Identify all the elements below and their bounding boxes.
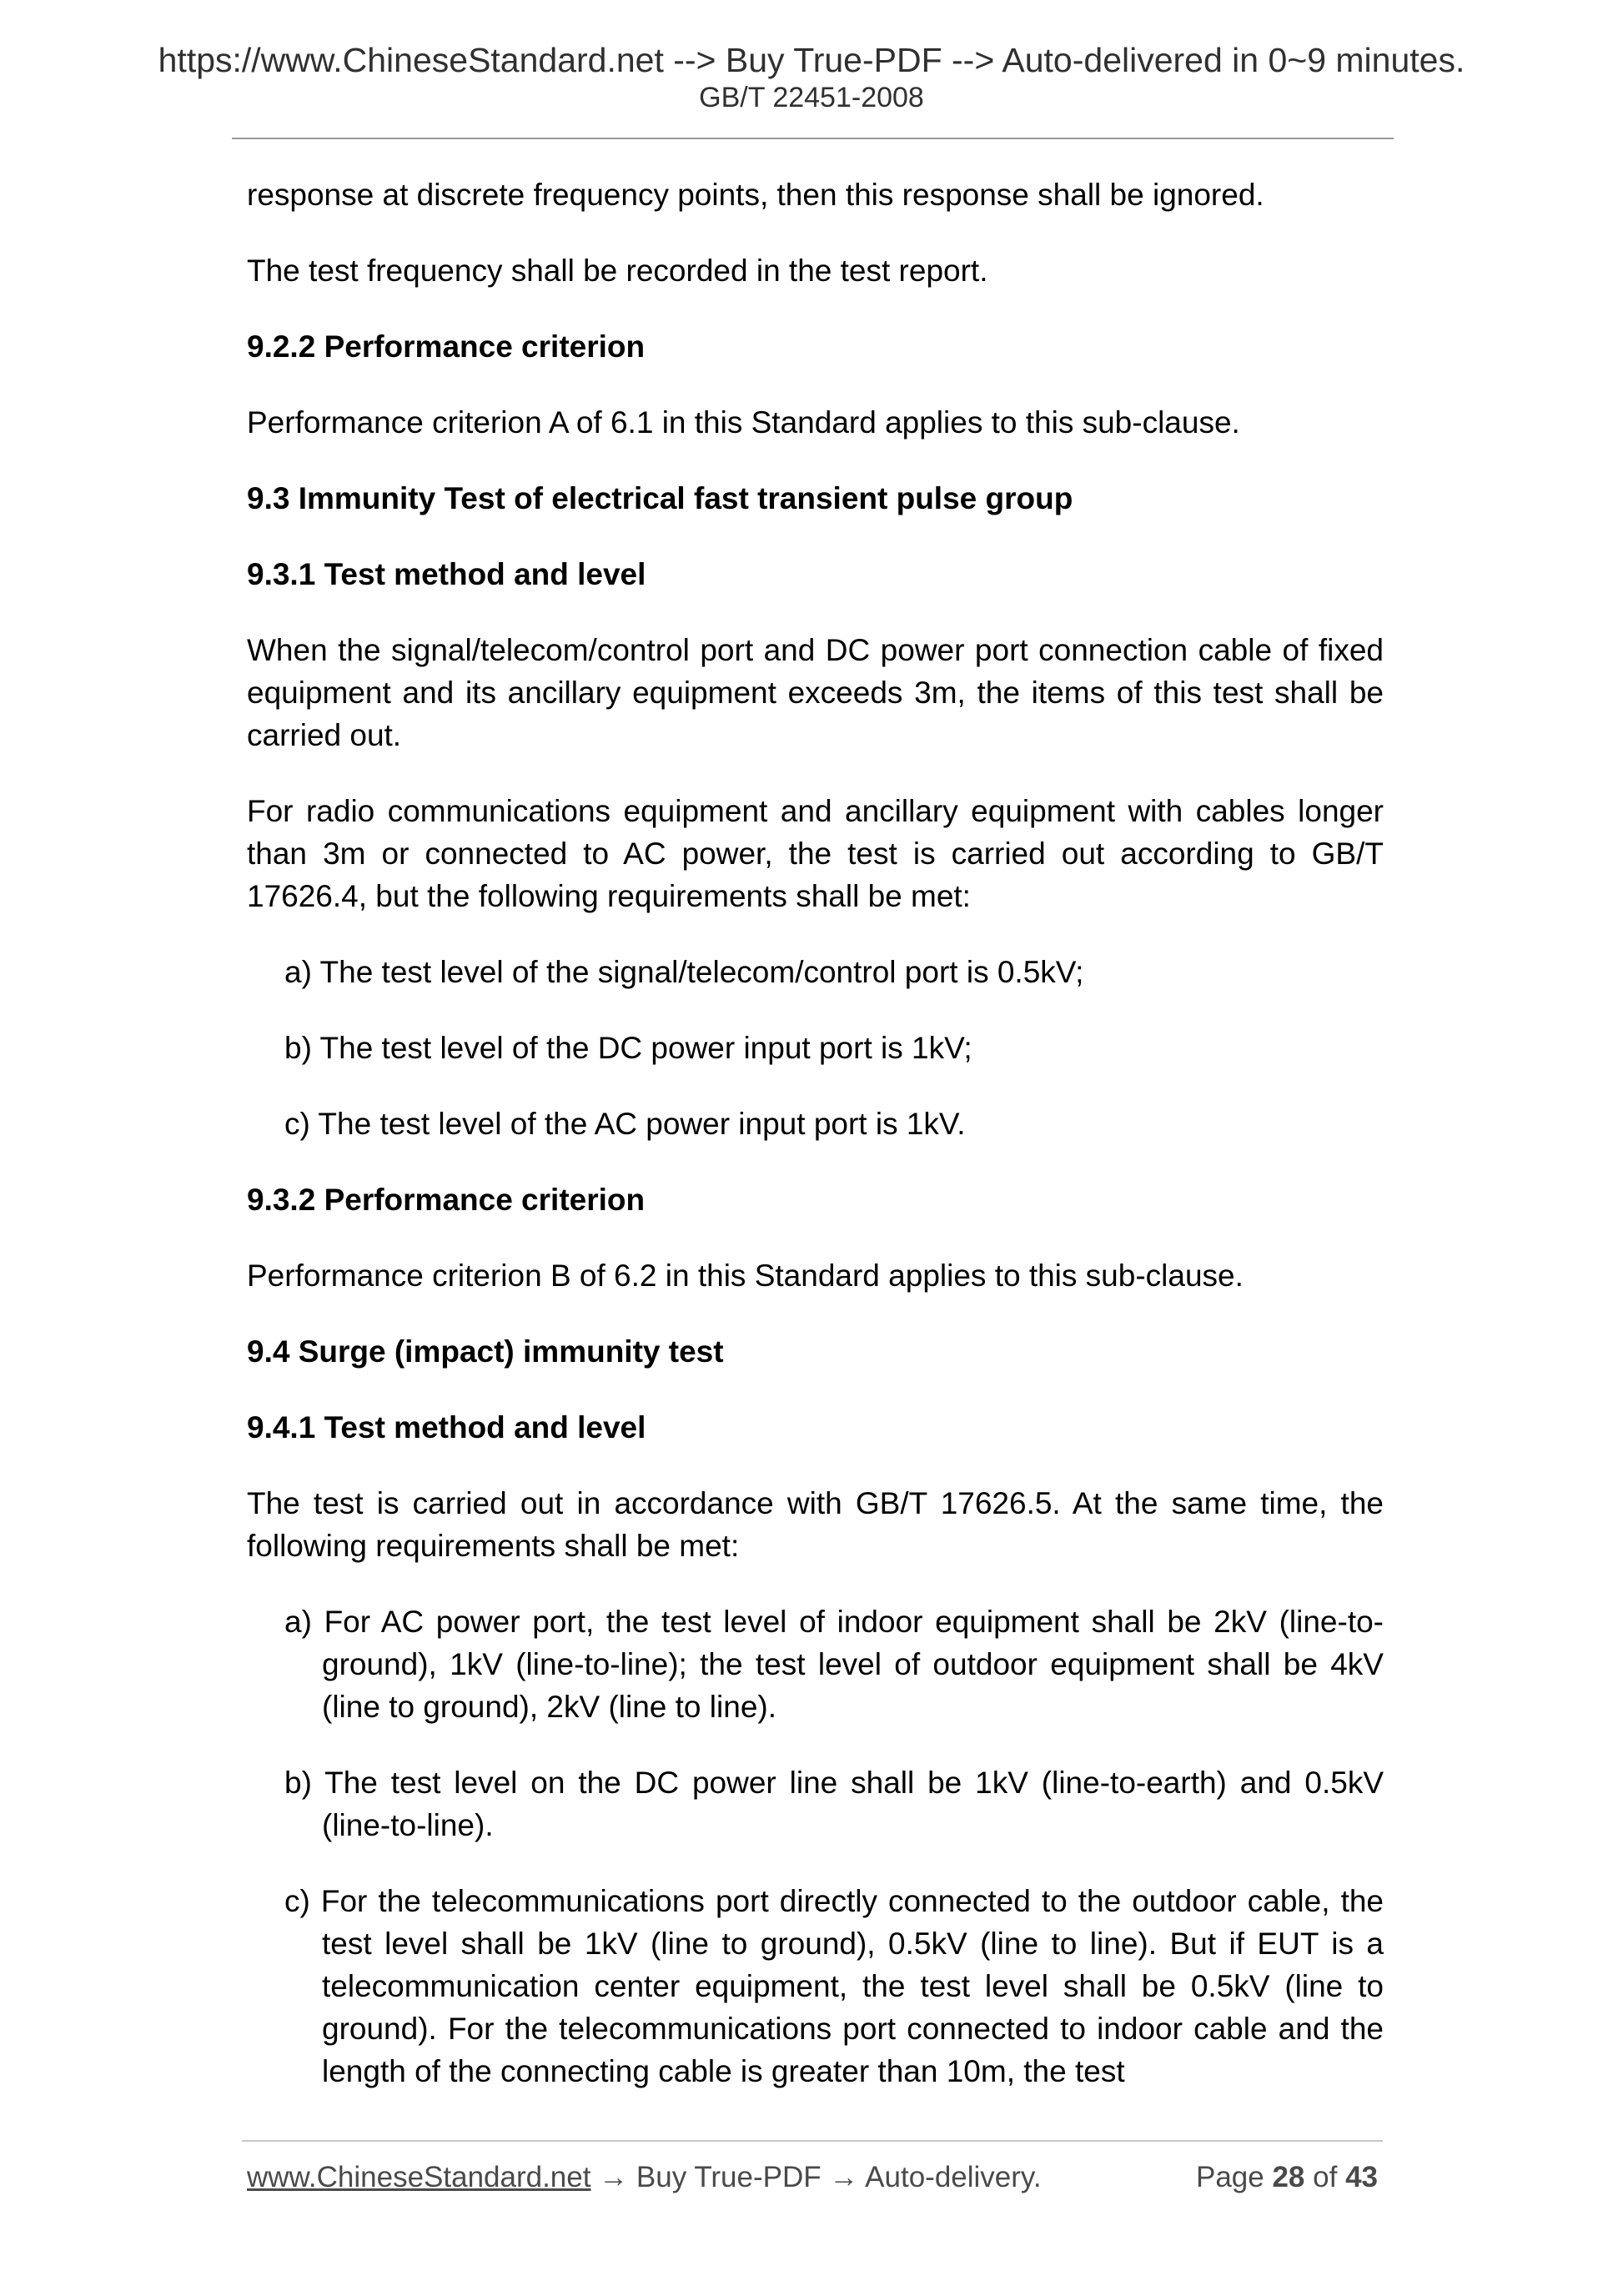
page-body [247,173,1384,2126]
list-item: b) The test level on the DC power line shall be 1kV (line-to-earth) and 0.5kV (line-to-line). [284,1766,1384,1842]
paragraph: The test frequency shall be recorded in the test report. [247,254,988,288]
standard-code: GB/T 22451-2008 [699,82,924,113]
paragraph: For radio communications equipment and ancillary equipment with cables longer than 3m or connected to AC power, the test is carried out according to GB/T 17626.4, but the following requirements shall be met: [247,794,1384,913]
footer-divider [242,2140,1383,2142]
section-heading-9-2-2: 9.2.2 Performance criterion [247,329,646,364]
footer-promo-text: → Buy True-PDF → Auto-delivery. [590,2161,1042,2193]
paragraph: The test is carried out in accordance with GB/T 17626.5. At the same time, the following requirements shall be met: [247,1486,1384,1563]
header-divider [232,138,1394,139]
list-item: c) The test level of the AC power input port is 1kV. [284,1107,966,1141]
section-heading-9-4: 9.4 Surge (impact) immunity test [247,1334,724,1369]
paragraph: Performance criterion B of 6.2 in this Standard applies to this sub-clause. [247,1259,1244,1293]
page-total: 43 [1345,2161,1378,2193]
source-url-banner: https://www.ChineseStandard.net --> Buy True-PDF --> Auto-delivered in 0~9 minutes. [158,41,1465,79]
paragraph: response at discrete frequency points, then this response shall be ignored. [247,178,1264,212]
paragraph: When the signal/telecom/control port and DC power port connection cable of fixed equipment and its ancillary equipment exceeds 3m, the items of this test shall be carried out. [247,633,1384,752]
section-heading-9-3-1: 9.3.1 Test method and level [247,557,646,591]
footer-promo [247,2163,1042,2192]
list-item: c) For the telecommunications port directly connected to the outdoor cable, the test level shall be 1kV (line to ground), 0.5kV (line to line). But if EUT is a telecommunication center equipment, the test level shall be 0.5kV (line to ground). For the telecommunications port connected to indoor cable and the length of the connecting cable is greater than 10m, the test [284,1884,1384,2088]
list-item: b) The test level of the DC power input port is 1kV; [284,1031,972,1065]
section-heading-9-4-1: 9.4.1 Test method and level [247,1410,646,1444]
list-item: a) For AC power port, the test level of indoor equipment shall be 2kV (line-to-ground), 1kV (line-to-line); the test level of outdoor equipment shall be 4kV (line to ground), 2kV (line to line). [284,1605,1384,1724]
list-item: a) The test level of the signal/telecom/control port is 0.5kV; [284,955,1084,989]
paragraph: Performance criterion A of 6.1 in this Standard applies to this sub-clause. [247,405,1240,440]
of-label: of [1313,2161,1338,2193]
page-indicator [1196,2163,1378,2192]
page-number: 28 [1272,2161,1305,2193]
section-heading-9-3: 9.3 Immunity Test of electrical fast transient pulse group [247,481,1073,515]
footer-site-link[interactable]: www.ChineseStandard.net [247,2161,591,2193]
section-heading-9-3-2: 9.3.2 Performance criterion [247,1183,646,1217]
page-label: Page [1195,2161,1264,2193]
